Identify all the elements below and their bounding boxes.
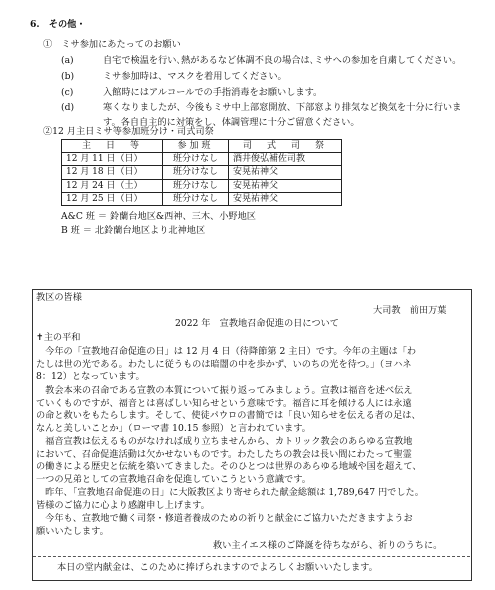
offering-note: 本日の堂内献金は、このために捧げられますのでよろしくお願いいたします。 (57, 562, 378, 573)
paragraph-line: 今年の「宣教地召命促進の日」は 12 月 4 日（待降節第 2 主日）です。今年の主題は「わ (36, 346, 417, 357)
paragraph-line: たしは世の光である。わたしに従うものは暗闇の中を歩かず、いのちの光を待つ。」（ヨハネ (36, 358, 412, 370)
row-date: 12 月 11 日（日） (62, 153, 163, 166)
table-header-row (62, 140, 342, 153)
paragraph-line: ていくものですが、福音とは喜ばしい知らせという意味です。福音に耳を傾ける人には永遠 (36, 397, 412, 409)
item-d-line2: す。各自自主的に対策をし、体調管理に十分ご留意ください。 (103, 117, 360, 128)
header-celebrant: 司 式 司 祭 (229, 140, 342, 153)
letter-title: 2022 年 宣教地召命促進の日について (175, 318, 339, 329)
row-group: 班分けなし (163, 153, 229, 166)
row-celebrant: 酒井俊弘補佐司教 (229, 153, 342, 166)
item-b-text: ミサ参加時は、マスクを着用してください。 (103, 71, 287, 82)
paragraph-2 (36, 385, 466, 435)
row-celebrant: 安晃祐神父 (229, 166, 342, 179)
item-b-mark: (b) (61, 71, 75, 82)
group-note-b: B 班 ＝ 北鈴蘭台地区より北神地区 (61, 225, 206, 236)
table-row (62, 153, 342, 166)
paragraph-3 (36, 436, 466, 486)
paragraph-line: の働きによる歴史と伝統を築いてきました。そのひとつは世界のあらゆる地域や国を超えて、 (36, 461, 422, 473)
header-group: 参加班 (163, 140, 229, 153)
header-date: 主 日 等 (62, 140, 163, 153)
paragraph-line: 願いいたします。 (36, 525, 109, 537)
paragraph-line: 8：12）となっています。 (36, 371, 145, 383)
row-group: 班分けなし (163, 166, 229, 179)
paragraph-4 (36, 487, 466, 512)
table-row (62, 166, 342, 179)
row-date: 12 月 25 日（日） (62, 192, 163, 205)
item-a-text: 自宅で検温を行い､熱があるなど体調不良の場合は､ミサへの参加を自粛してください｡ (103, 55, 457, 66)
paragraph-line: 福音宣教は伝えるものがなければ成り立ちませんから、カトリック教会のあらゆる宣教地 (36, 436, 413, 447)
row-group: 班分けなし (163, 179, 229, 192)
paragraph-line: の命と救いをもたらします。そして、使徒パウロの書簡では「良い知らせを伝える者の足は、 (36, 410, 421, 422)
paragraph-line: 皆様のご協力に心より感謝申し上げます。 (36, 499, 210, 511)
paragraph-1 (36, 346, 466, 384)
letter-salutation: 教区の皆様 (36, 292, 82, 303)
divider (33, 556, 470, 557)
paragraph-line: 一つの兄弟としての宣教地召命を促進していこうという意識です。 (36, 473, 311, 485)
paragraph-line: 今年も、宣教地で働く司祭・修道者養成のための祈りと献金にご協力いただきますようお (36, 513, 413, 524)
letter-greeting: ✝主の平和 (36, 332, 81, 343)
item-c-mark: (c) (61, 87, 74, 98)
paragraph-5 (36, 513, 466, 538)
schedule-heading: ②12 月主日ミサ等参加班分け・司式司祭 (43, 126, 214, 137)
section-heading: 6. その他・ (30, 19, 86, 30)
paragraph-line: において、召命促進活動は欠かせないものです。わたしたちの教会は長い間にわたって聖霊 (36, 448, 412, 460)
table-row (62, 192, 342, 205)
letter-author: 大司教 前田万葉 (373, 305, 447, 316)
schedule-table (61, 139, 342, 206)
row-celebrant: 安晃祐神父 (229, 192, 342, 205)
mass-request-heading: ① ミサ参加にあたってのお願い (43, 39, 181, 50)
table-row (62, 179, 342, 192)
item-c-text: 入館時にはアルコールでの手指消毒をお願いします。 (103, 87, 323, 98)
row-celebrant: 安晃祐神父 (229, 179, 342, 192)
row-date: 12 月 24 日（土） (62, 179, 163, 192)
paragraph-line: 教会本来の召命である宣教の本質について振り返ってみましょう。宣教は福音を述べ伝え (36, 385, 413, 396)
row-date: 12 月 18 日（日） (62, 166, 163, 179)
item-d-mark: (d) (61, 102, 75, 113)
row-group: 班分けなし (163, 192, 229, 205)
item-d-line1: 寒くなりましたが、今後もミサ中上部窓開放、下部窓より排気など換気を十分に行いま (103, 102, 462, 113)
letter-closing: 救い主イエス様のご降誕を待ちながら、祈りのうちに。 (213, 540, 443, 551)
item-a-mark: (a) (61, 55, 74, 66)
paragraph-line: 昨年、「宣教地召命促進の日」に大阪教区より寄せられた献金総額は 1,789,647 円でした。 (36, 487, 424, 498)
group-note-ac: A&C 班 ＝ 鈴蘭台地区&西神、三木、小野地区 (61, 211, 256, 222)
paragraph-line: なんと美しいことか」（ローマ書 10.15 参照）と言われています。 (36, 422, 311, 434)
